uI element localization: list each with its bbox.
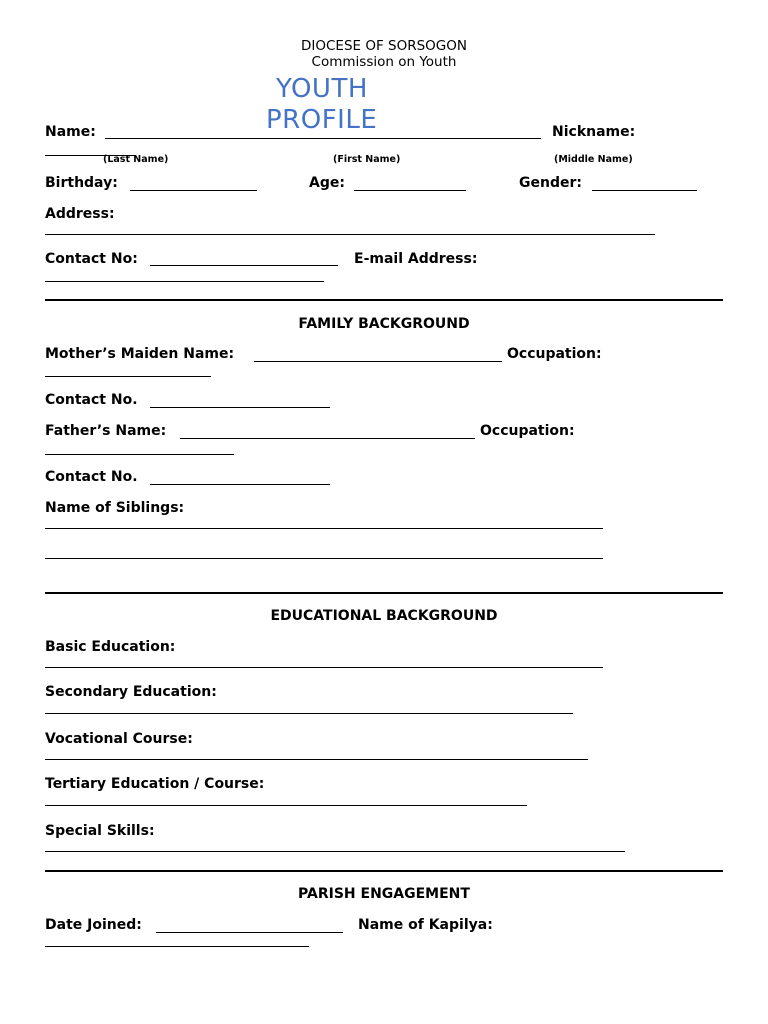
- gender-label: Gender:: [519, 175, 582, 191]
- father-label: Father’s Name:: [45, 423, 167, 439]
- contact-field[interactable]: [150, 265, 338, 266]
- education-heading: EDUCATIONAL BACKGROUND: [270, 608, 498, 624]
- basic-education-field[interactable]: [45, 667, 603, 668]
- contact-label: Contact No:: [45, 251, 138, 267]
- tertiary-education-label: Tertiary Education / Course:: [45, 776, 265, 792]
- father-contact-label: Contact No.: [45, 469, 138, 485]
- family-heading: FAMILY BACKGROUND: [298, 316, 470, 332]
- mother-occupation-field[interactable]: [45, 376, 211, 377]
- special-skills-label: Special Skills:: [45, 823, 155, 839]
- mother-contact-label: Contact No.: [45, 392, 138, 408]
- siblings-field-2[interactable]: [45, 558, 603, 559]
- siblings-field-1[interactable]: [45, 528, 603, 529]
- first-name-hint: (First Name): [333, 154, 401, 165]
- form-title-line1: YOUTH: [276, 74, 368, 104]
- section-divider: [45, 870, 723, 872]
- date-joined-label: Date Joined:: [45, 917, 142, 933]
- father-occupation-field[interactable]: [45, 454, 234, 455]
- parish-heading: PARISH ENGAGEMENT: [298, 886, 470, 902]
- name-label: Name:: [45, 124, 96, 140]
- vocational-course-field[interactable]: [45, 759, 588, 760]
- special-skills-field[interactable]: [45, 851, 625, 852]
- mother-contact-field[interactable]: [150, 407, 330, 408]
- mother-field[interactable]: [254, 361, 502, 362]
- commission-name: Commission on Youth: [311, 54, 457, 70]
- kapilya-field[interactable]: [45, 946, 309, 947]
- mother-label: Mother’s Maiden Name:: [45, 346, 235, 362]
- vocational-course-label: Vocational Course:: [45, 731, 193, 747]
- father-field[interactable]: [180, 438, 475, 439]
- kapilya-label: Name of Kapilya:: [358, 917, 493, 933]
- form-title-line2: PROFILE: [266, 105, 378, 135]
- address-label: Address:: [45, 206, 115, 222]
- section-divider: [45, 299, 723, 301]
- age-field[interactable]: [354, 190, 466, 191]
- section-divider: [45, 592, 723, 594]
- diocese-name: DIOCESE OF SORSOGON: [301, 38, 467, 54]
- tertiary-education-field[interactable]: [45, 805, 527, 806]
- birthday-field[interactable]: [130, 190, 257, 191]
- secondary-education-label: Secondary Education:: [45, 684, 217, 700]
- gender-field[interactable]: [592, 190, 697, 191]
- last-name-hint: (Last Name): [103, 154, 169, 165]
- middle-name-hint: (Middle Name): [554, 154, 633, 165]
- address-field[interactable]: [45, 234, 655, 235]
- birthday-label: Birthday:: [45, 175, 118, 191]
- mother-occupation-label: Occupation:: [507, 346, 602, 362]
- email-label: E-mail Address:: [354, 251, 478, 267]
- email-field[interactable]: [45, 281, 324, 282]
- nickname-label: Nickname:: [552, 124, 636, 140]
- secondary-education-field[interactable]: [45, 713, 573, 714]
- name-field[interactable]: [105, 138, 541, 139]
- father-contact-field[interactable]: [150, 484, 330, 485]
- siblings-label: Name of Siblings:: [45, 500, 185, 516]
- age-label: Age:: [309, 175, 345, 191]
- father-occupation-label: Occupation:: [480, 423, 575, 439]
- basic-education-label: Basic Education:: [45, 639, 176, 655]
- date-joined-field[interactable]: [156, 932, 343, 933]
